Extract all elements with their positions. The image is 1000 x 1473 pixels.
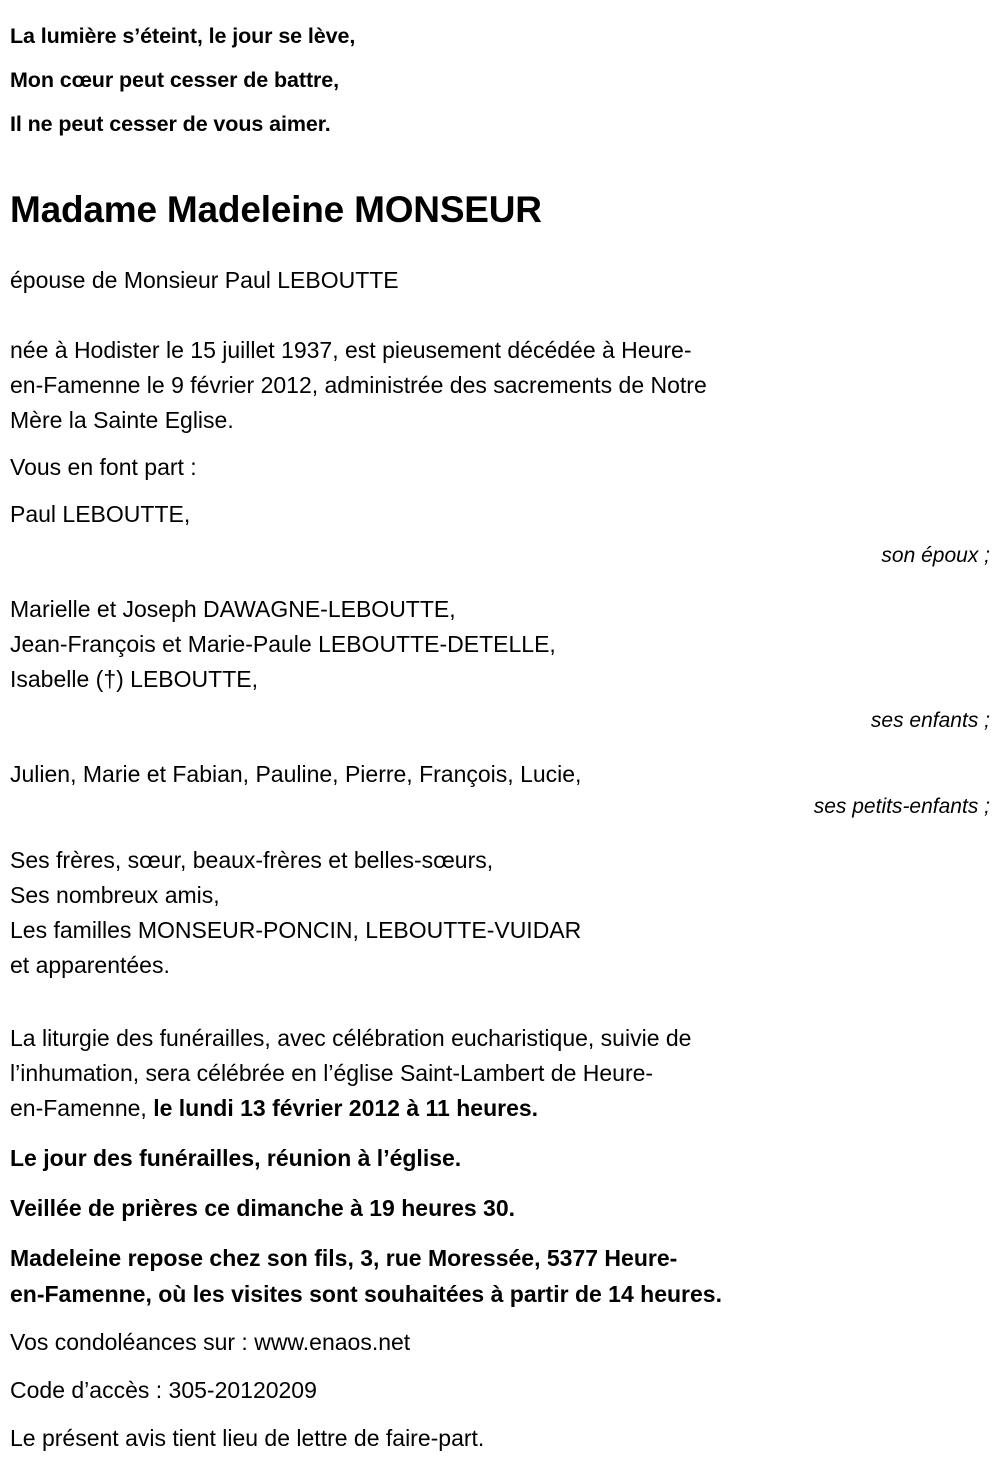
family-name-line: Jean-François et Marie-Paule LEBOUTTE-DETELLE,: [10, 631, 556, 657]
funeral-liturgy-paragraph: [10, 1021, 990, 1126]
announcement-paragraph: [10, 333, 990, 438]
family-name-line: Paul LEBOUTTE,: [10, 501, 191, 527]
announcement-line-1: née à Hodister le 15 juillet 1937, est pieusement décédée à Heure-: [10, 337, 692, 363]
condolences-line: Vos condoléances sur : www.enaos.net: [10, 1329, 411, 1355]
informants-intro: [10, 450, 990, 485]
spacer: [10, 697, 990, 706]
epigraph: [10, 0, 990, 146]
family-name-line: Isabelle (†) LEBOUTTE,: [10, 666, 258, 692]
funeral-reunion-note: [10, 1140, 990, 1176]
liturgy-line-3-prefix: en-Famenne,: [10, 1095, 154, 1121]
repose-line-1: Madeleine repose chez son fils, 3, rue Moressée, 5377 Heure-: [10, 1245, 678, 1271]
faire-part-notice: Le présent avis tient lieu de lettre de faire-part.: [10, 1425, 485, 1451]
family-group-spouse-names: [10, 497, 990, 532]
family-group-children: [10, 592, 990, 736]
spacer: [10, 822, 990, 831]
spacer: [10, 736, 990, 745]
family-role-spouse: son époux ;: [881, 544, 990, 567]
informants-intro-text: Vous en font part :: [10, 454, 197, 480]
family-group-children-names: [10, 592, 990, 697]
family-role-grandchildren: ses petits-enfants ;: [813, 795, 990, 818]
relatives-line-2: Ses nombreux amis,: [10, 882, 220, 908]
deceased-name: Madame Madeleine MONSEUR: [10, 189, 542, 230]
relatives-block: [10, 843, 990, 983]
prayer-vigil-note: [10, 1190, 990, 1226]
family-role-children: ses enfants ;: [870, 709, 990, 732]
relatives-line-3: Les familles MONSEUR-PONCIN, LEBOUTTE-VUIDAR: [10, 917, 582, 943]
epigraph-line-2: Mon cœur peut cesser de battre,: [10, 68, 340, 92]
prayer-vigil-text: Veillée de prières ce dimanche à 19 heures 30.: [10, 1195, 516, 1221]
repose-location-note: [10, 1240, 990, 1312]
announcement-line-3: Mère la Sainte Eglise.: [10, 407, 234, 433]
spacer: [10, 532, 990, 541]
liturgy-line-2: l’inhumation, sera célébrée en l’église Saint-Lambert de Heure-: [10, 1060, 654, 1086]
family-name-line: Marielle et Joseph DAWAGNE-LEBOUTTE,: [10, 596, 456, 622]
funeral-datetime: le lundi 13 février 2012 à 11 heures.: [153, 1095, 539, 1121]
repose-line-2: en-Famenne, où les visites sont souhaitées à partir de 14 heures.: [10, 1281, 722, 1307]
spouse-of-line: épouse de Monsieur Paul LEBOUTTE: [10, 267, 399, 293]
announcement-line-2: en-Famenne le 9 février 2012, administrée des sacrements de Notre: [10, 372, 707, 398]
epigraph-line-1: La lumière s’éteint, le jour se lève,: [10, 24, 356, 48]
family-name-line: Julien, Marie et Fabian, Pauline, Pierre, François, Lucie,: [10, 761, 582, 787]
liturgy-line-3: [10, 1091, 990, 1126]
family-group-spouse: [10, 497, 990, 571]
family-group-grandchildren: [10, 757, 990, 822]
liturgy-line-1: La liturgie des funérailles, avec célébration eucharistique, suivie de: [10, 1025, 692, 1051]
family-group-grandchildren-names: [10, 757, 990, 792]
relatives-line-4: et apparentées.: [10, 952, 170, 978]
relatives-line-1: Ses frères, sœur, beaux-frères et belles-sœurs,: [10, 847, 494, 873]
spacer: [10, 571, 990, 580]
epigraph-line-3: Il ne peut cesser de vous aimer.: [10, 112, 331, 136]
access-code-line: Code d’accès : 305-20120209: [10, 1377, 317, 1403]
funeral-reunion-text: Le jour des funérailles, réunion à l’église.: [10, 1145, 462, 1171]
